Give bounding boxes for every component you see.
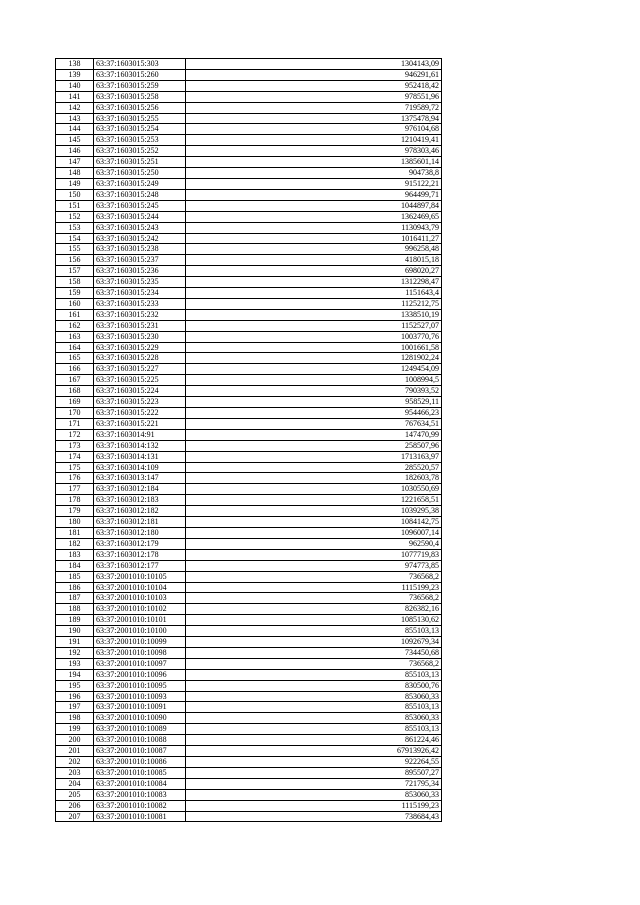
cadastral-number-cell: 63:37:2001010:10100 [94, 626, 186, 637]
row-number-cell: 140 [56, 80, 94, 91]
row-number-cell: 176 [56, 473, 94, 484]
table-row [56, 615, 442, 626]
value-cell: 855103,13 [186, 626, 442, 637]
cadastral-number-cell: 63:37:1603015:227 [94, 364, 186, 375]
row-number-cell: 146 [56, 146, 94, 157]
row-number-cell: 204 [56, 778, 94, 789]
cadastral-number-cell: 63:37:2001010:10103 [94, 593, 186, 604]
cadastral-number-cell: 63:37:1603015:233 [94, 298, 186, 309]
table-row [56, 451, 442, 462]
value-cell: 976104,68 [186, 124, 442, 135]
table-row [56, 757, 442, 768]
cadastral-number-cell: 63:37:1603015:260 [94, 69, 186, 80]
row-number-cell: 163 [56, 331, 94, 342]
cadastral-number-cell: 63:37:2001010:10085 [94, 767, 186, 778]
table-row [56, 397, 442, 408]
cadastral-number-cell: 63:37:1603015:231 [94, 320, 186, 331]
table-row [56, 211, 442, 222]
row-number-cell: 177 [56, 484, 94, 495]
value-cell: 1385601,14 [186, 157, 442, 168]
value-cell: 895507,27 [186, 767, 442, 778]
cadastral-number-cell: 63:37:1603012:182 [94, 506, 186, 517]
table-row [56, 604, 442, 615]
value-cell: 826382,16 [186, 604, 442, 615]
cadastral-number-cell: 63:37:2001010:10099 [94, 637, 186, 648]
cadastral-number-cell: 63:37:1603014:109 [94, 462, 186, 473]
row-number-cell: 175 [56, 462, 94, 473]
table-row [56, 691, 442, 702]
value-cell: 736568,2 [186, 571, 442, 582]
table-row [56, 331, 442, 342]
table-row [56, 767, 442, 778]
cadastral-number-cell: 63:37:1603015:259 [94, 80, 186, 91]
row-number-cell: 139 [56, 69, 94, 80]
value-cell: 1085130,62 [186, 615, 442, 626]
row-number-cell: 153 [56, 222, 94, 233]
value-cell: 1115199,23 [186, 582, 442, 593]
value-cell: 258507,96 [186, 440, 442, 451]
cadastral-number-cell: 63:37:2001010:10082 [94, 800, 186, 811]
cadastral-number-cell: 63:37:1603014:132 [94, 440, 186, 451]
value-cell: 922264,55 [186, 757, 442, 768]
table-row [56, 309, 442, 320]
cadastral-number-cell: 63:37:1603015:224 [94, 386, 186, 397]
cadastral-number-cell: 63:37:2001010:10083 [94, 789, 186, 800]
cadastral-number-cell: 63:37:1603015:228 [94, 353, 186, 364]
row-number-cell: 167 [56, 375, 94, 386]
cadastral-number-cell: 63:37:2001010:10087 [94, 746, 186, 757]
cadastral-number-cell: 63:37:1603015:223 [94, 397, 186, 408]
row-number-cell: 171 [56, 418, 94, 429]
table-row [56, 222, 442, 233]
value-cell: 904738,8 [186, 168, 442, 179]
value-cell: 1362469,65 [186, 211, 442, 222]
cadastral-number-cell: 63:37:1603015:242 [94, 233, 186, 244]
value-cell: 964499,71 [186, 189, 442, 200]
table-row [56, 549, 442, 560]
cadastral-number-cell: 63:37:1603015:249 [94, 178, 186, 189]
cadastral-number-cell: 63:37:1603015:229 [94, 342, 186, 353]
row-number-cell: 168 [56, 386, 94, 397]
value-cell: 182603,78 [186, 473, 442, 484]
value-cell: 790393,52 [186, 386, 442, 397]
row-number-cell: 187 [56, 593, 94, 604]
table-row [56, 102, 442, 113]
value-cell: 861224,46 [186, 735, 442, 746]
value-cell: 1044897,84 [186, 200, 442, 211]
value-cell: 962590,4 [186, 538, 442, 549]
row-number-cell: 206 [56, 800, 94, 811]
cadastral-number-cell: 63:37:1603015:237 [94, 255, 186, 266]
table-row [56, 800, 442, 811]
value-cell: 1125212,75 [186, 298, 442, 309]
table-row [56, 702, 442, 713]
table-row [56, 178, 442, 189]
cadastral-number-cell: 63:37:2001010:10089 [94, 724, 186, 735]
row-number-cell: 172 [56, 429, 94, 440]
value-cell: 1249454,09 [186, 364, 442, 375]
table-row [56, 298, 442, 309]
table-row [56, 124, 442, 135]
row-number-cell: 141 [56, 91, 94, 102]
value-cell: 830500,76 [186, 680, 442, 691]
table-row [56, 59, 442, 70]
table-row [56, 135, 442, 146]
table-row [56, 244, 442, 255]
row-number-cell: 182 [56, 538, 94, 549]
table-row [56, 735, 442, 746]
value-cell: 767634,51 [186, 418, 442, 429]
value-cell: 952418,42 [186, 80, 442, 91]
cadastral-number-cell: 63:37:1603015:221 [94, 418, 186, 429]
row-number-cell: 195 [56, 680, 94, 691]
cadastral-number-cell: 63:37:1603015:236 [94, 266, 186, 277]
table-row [56, 375, 442, 386]
value-cell: 946291,61 [186, 69, 442, 80]
value-cell: 1281902,24 [186, 353, 442, 364]
table-row [56, 462, 442, 473]
value-cell: 1096007,14 [186, 527, 442, 538]
table-row [56, 484, 442, 495]
value-cell: 1130943,79 [186, 222, 442, 233]
value-cell: 1008994,5 [186, 375, 442, 386]
cadastral-number-cell: 63:37:1603015:235 [94, 277, 186, 288]
value-cell: 285520,57 [186, 462, 442, 473]
row-number-cell: 201 [56, 746, 94, 757]
cadastral-number-cell: 63:37:1603012:181 [94, 517, 186, 528]
value-cell: 734450,68 [186, 647, 442, 658]
table-row [56, 506, 442, 517]
table-row [56, 277, 442, 288]
cadastral-number-cell: 63:37:1603015:225 [94, 375, 186, 386]
table-row [56, 157, 442, 168]
value-cell: 147470,99 [186, 429, 442, 440]
cadastral-number-cell: 63:37:1603013:147 [94, 473, 186, 484]
table-row [56, 418, 442, 429]
table-row [56, 713, 442, 724]
row-number-cell: 154 [56, 233, 94, 244]
value-cell: 855103,13 [186, 702, 442, 713]
table-row [56, 637, 442, 648]
row-number-cell: 161 [56, 309, 94, 320]
row-number-cell: 185 [56, 571, 94, 582]
table-row [56, 146, 442, 157]
table-row [56, 364, 442, 375]
cadastral-number-cell: 63:37:1603012:184 [94, 484, 186, 495]
cadastral-number-cell: 63:37:1603015:258 [94, 91, 186, 102]
cadastral-number-cell: 63:37:1603015:238 [94, 244, 186, 255]
cadastral-number-cell: 63:37:1603015:303 [94, 59, 186, 70]
value-cell: 1030550,69 [186, 484, 442, 495]
value-cell: 1092679,34 [186, 637, 442, 648]
table-row [56, 571, 442, 582]
value-cell: 1151643,4 [186, 288, 442, 299]
table-row [56, 658, 442, 669]
value-cell: 853060,33 [186, 713, 442, 724]
table-row [56, 69, 442, 80]
row-number-cell: 152 [56, 211, 94, 222]
row-number-cell: 142 [56, 102, 94, 113]
value-cell: 1304143,09 [186, 59, 442, 70]
cadastral-number-cell: 63:37:2001010:10088 [94, 735, 186, 746]
table-row [56, 189, 442, 200]
cadastral-number-cell: 63:37:2001010:10105 [94, 571, 186, 582]
table-row [56, 233, 442, 244]
cadastral-number-cell: 63:37:2001010:10097 [94, 658, 186, 669]
value-cell: 418015,18 [186, 255, 442, 266]
cadastral-number-cell: 63:37:1603015:251 [94, 157, 186, 168]
cadastral-number-cell: 63:37:1603015:255 [94, 113, 186, 124]
table-row [56, 342, 442, 353]
value-cell: 974773,85 [186, 560, 442, 571]
row-number-cell: 143 [56, 113, 94, 124]
row-number-cell: 191 [56, 637, 94, 648]
cadastral-number-cell: 63:37:1603015:252 [94, 146, 186, 157]
row-number-cell: 162 [56, 320, 94, 331]
row-number-cell: 183 [56, 549, 94, 560]
cadastral-number-cell: 63:37:1603015:222 [94, 408, 186, 419]
row-number-cell: 198 [56, 713, 94, 724]
cadastral-number-cell: 63:37:2001010:10101 [94, 615, 186, 626]
table-row [56, 593, 442, 604]
row-number-cell: 145 [56, 135, 94, 146]
table-row [56, 680, 442, 691]
row-number-cell: 173 [56, 440, 94, 451]
cadastral-number-cell: 63:37:1603012:183 [94, 495, 186, 506]
row-number-cell: 196 [56, 691, 94, 702]
row-number-cell: 205 [56, 789, 94, 800]
cadastral-number-cell: 63:37:2001010:10091 [94, 702, 186, 713]
table-row [56, 517, 442, 528]
value-cell: 738684,43 [186, 811, 442, 822]
table-row [56, 626, 442, 637]
table-row [56, 647, 442, 658]
row-number-cell: 188 [56, 604, 94, 615]
row-number-cell: 164 [56, 342, 94, 353]
row-number-cell: 194 [56, 669, 94, 680]
cadastral-number-cell: 63:37:1603015:250 [94, 168, 186, 179]
row-number-cell: 179 [56, 506, 94, 517]
value-cell: 853060,33 [186, 789, 442, 800]
cadastral-number-cell: 63:37:1603014:131 [94, 451, 186, 462]
value-cell: 1375478,94 [186, 113, 442, 124]
cadastral-number-cell: 63:37:1603015:245 [94, 200, 186, 211]
value-cell: 1713163,97 [186, 451, 442, 462]
row-number-cell: 199 [56, 724, 94, 735]
row-number-cell: 148 [56, 168, 94, 179]
row-number-cell: 151 [56, 200, 94, 211]
value-cell: 978551,96 [186, 91, 442, 102]
row-number-cell: 160 [56, 298, 94, 309]
row-number-cell: 156 [56, 255, 94, 266]
value-cell: 915122,21 [186, 178, 442, 189]
cadastral-number-cell: 63:37:1603015:254 [94, 124, 186, 135]
cadastral-number-cell: 63:37:2001010:10104 [94, 582, 186, 593]
value-cell: 855103,13 [186, 724, 442, 735]
table-row [56, 440, 442, 451]
row-number-cell: 138 [56, 59, 94, 70]
cadastral-number-cell: 63:37:1603015:230 [94, 331, 186, 342]
row-number-cell: 157 [56, 266, 94, 277]
row-number-cell: 189 [56, 615, 94, 626]
cadastral-number-cell: 63:37:1603015:256 [94, 102, 186, 113]
row-number-cell: 186 [56, 582, 94, 593]
row-number-cell: 180 [56, 517, 94, 528]
table-body [56, 59, 442, 822]
row-number-cell: 200 [56, 735, 94, 746]
table-row [56, 320, 442, 331]
cadastral-number-cell: 63:37:1603012:179 [94, 538, 186, 549]
table-row [56, 724, 442, 735]
cadastral-number-cell: 63:37:1603015:234 [94, 288, 186, 299]
row-number-cell: 147 [56, 157, 94, 168]
row-number-cell: 158 [56, 277, 94, 288]
cadastral-value-table [55, 58, 442, 822]
value-cell: 1221658,51 [186, 495, 442, 506]
cadastral-number-cell: 63:37:2001010:10098 [94, 647, 186, 658]
row-number-cell: 181 [56, 527, 94, 538]
value-cell: 1312298,47 [186, 277, 442, 288]
row-number-cell: 203 [56, 767, 94, 778]
row-number-cell: 144 [56, 124, 94, 135]
cadastral-number-cell: 63:37:1603012:180 [94, 527, 186, 538]
table-row [56, 288, 442, 299]
row-number-cell: 149 [56, 178, 94, 189]
table-row [56, 353, 442, 364]
row-number-cell: 155 [56, 244, 94, 255]
cadastral-number-cell: 63:37:1603015:243 [94, 222, 186, 233]
value-cell: 978303,46 [186, 146, 442, 157]
cadastral-number-cell: 63:37:1603014:91 [94, 429, 186, 440]
table-row [56, 778, 442, 789]
cadastral-number-cell: 63:37:2001010:10081 [94, 811, 186, 822]
table-row [56, 80, 442, 91]
row-number-cell: 202 [56, 757, 94, 768]
cadastral-number-cell: 63:37:2001010:10096 [94, 669, 186, 680]
cadastral-number-cell: 63:37:2001010:10084 [94, 778, 186, 789]
table-row [56, 429, 442, 440]
table-row [56, 669, 442, 680]
cadastral-number-cell: 63:37:1603015:253 [94, 135, 186, 146]
value-cell: 1210419,41 [186, 135, 442, 146]
row-number-cell: 184 [56, 560, 94, 571]
table-row [56, 113, 442, 124]
row-number-cell: 165 [56, 353, 94, 364]
value-cell: 1084142,75 [186, 517, 442, 528]
row-number-cell: 169 [56, 397, 94, 408]
table-row [56, 527, 442, 538]
value-cell: 736568,2 [186, 658, 442, 669]
value-cell: 1077719,83 [186, 549, 442, 560]
row-number-cell: 150 [56, 189, 94, 200]
value-cell: 996258,48 [186, 244, 442, 255]
value-cell: 855103,13 [186, 669, 442, 680]
table-row [56, 473, 442, 484]
cadastral-number-cell: 63:37:2001010:10086 [94, 757, 186, 768]
table-row [56, 408, 442, 419]
value-cell: 1039295,38 [186, 506, 442, 517]
row-number-cell: 159 [56, 288, 94, 299]
cadastral-number-cell: 63:37:1603012:178 [94, 549, 186, 560]
value-cell: 954466,23 [186, 408, 442, 419]
row-number-cell: 192 [56, 647, 94, 658]
cadastral-number-cell: 63:37:2001010:10095 [94, 680, 186, 691]
cadastral-number-cell: 63:37:1603015:248 [94, 189, 186, 200]
row-number-cell: 166 [56, 364, 94, 375]
table-row [56, 168, 442, 179]
table-row [56, 560, 442, 571]
table-row [56, 255, 442, 266]
table-row [56, 495, 442, 506]
cadastral-number-cell: 63:37:1603015:232 [94, 309, 186, 320]
value-cell: 1115199,23 [186, 800, 442, 811]
table-row [56, 386, 442, 397]
value-cell: 67913926,42 [186, 746, 442, 757]
value-cell: 1338510,19 [186, 309, 442, 320]
value-cell: 1001661,58 [186, 342, 442, 353]
table-row [56, 266, 442, 277]
row-number-cell: 207 [56, 811, 94, 822]
value-cell: 958529,11 [186, 397, 442, 408]
row-number-cell: 178 [56, 495, 94, 506]
value-cell: 736568,2 [186, 593, 442, 604]
table-row [56, 538, 442, 549]
cadastral-number-cell: 63:37:1603012:177 [94, 560, 186, 571]
value-cell: 1016411,27 [186, 233, 442, 244]
value-cell: 721795,34 [186, 778, 442, 789]
table-row [56, 200, 442, 211]
value-cell: 1003770,76 [186, 331, 442, 342]
cadastral-number-cell: 63:37:2001010:10102 [94, 604, 186, 615]
row-number-cell: 197 [56, 702, 94, 713]
cadastral-number-cell: 63:37:1603015:244 [94, 211, 186, 222]
value-cell: 1152527,07 [186, 320, 442, 331]
row-number-cell: 174 [56, 451, 94, 462]
value-cell: 853060,33 [186, 691, 442, 702]
table-row [56, 746, 442, 757]
row-number-cell: 170 [56, 408, 94, 419]
table-row [56, 811, 442, 822]
row-number-cell: 190 [56, 626, 94, 637]
table-row [56, 789, 442, 800]
table-row [56, 582, 442, 593]
value-cell: 719589,72 [186, 102, 442, 113]
cadastral-number-cell: 63:37:2001010:10093 [94, 691, 186, 702]
value-cell: 698020,27 [186, 266, 442, 277]
cadastral-number-cell: 63:37:2001010:10090 [94, 713, 186, 724]
row-number-cell: 193 [56, 658, 94, 669]
table-row [56, 91, 442, 102]
